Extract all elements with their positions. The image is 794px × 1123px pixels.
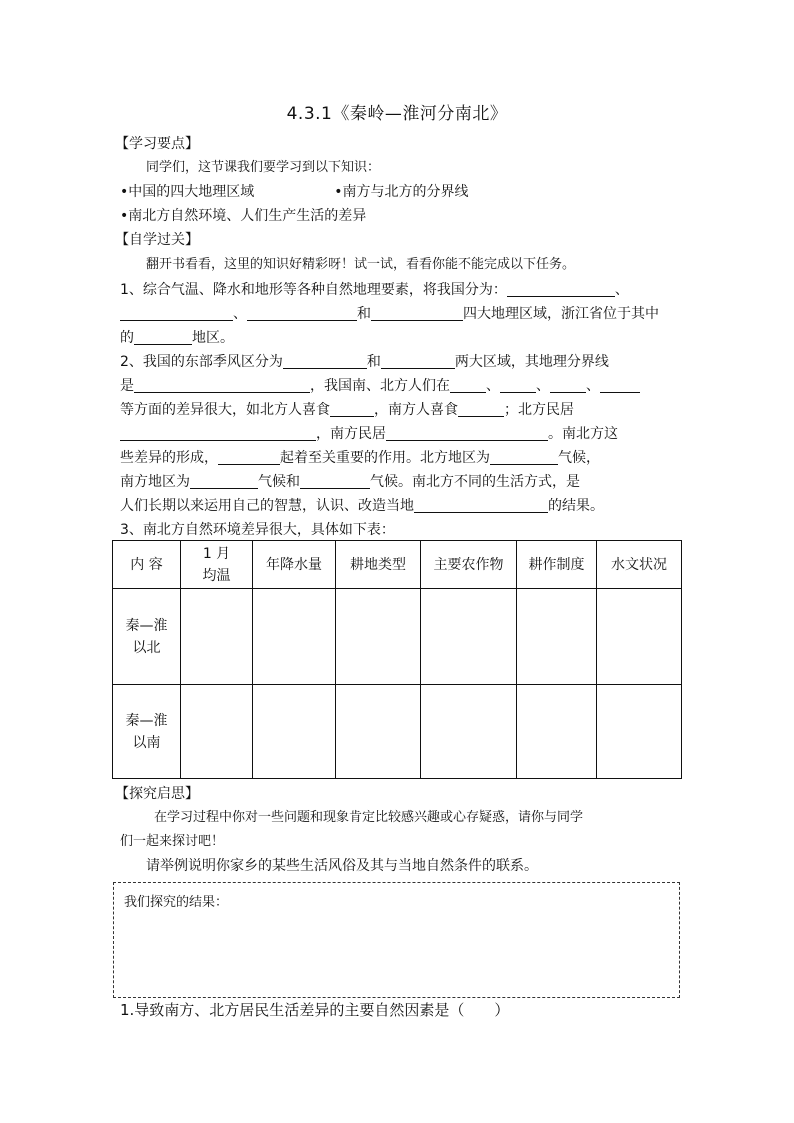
table-cell[interactable] xyxy=(597,589,682,685)
key-points-intro: 同学们，这节课我们要学习到以下知识： xyxy=(146,160,381,175)
table-cell[interactable] xyxy=(421,685,517,779)
explore-prompt: 请举例说明你家乡的某些生活风俗及其与当地自然条件的联系。 xyxy=(146,858,538,874)
text-span: 1、综合气温、降水和地形等各种自然地理要素，将我国分为： xyxy=(120,282,507,298)
text-span: 、 xyxy=(486,378,500,394)
table-cell[interactable] xyxy=(181,589,253,685)
table-cell[interactable] xyxy=(517,589,597,685)
fill-blank[interactable] xyxy=(283,352,367,369)
fill-blank[interactable] xyxy=(550,376,586,393)
key-points-header: 【学习要点】 xyxy=(115,136,199,152)
fill-blank[interactable] xyxy=(507,280,615,297)
fill-blank[interactable] xyxy=(490,448,558,465)
text-span: 和 xyxy=(366,354,381,370)
text-span: 的 xyxy=(120,330,134,346)
fill-blank[interactable] xyxy=(450,376,486,393)
fill-blank[interactable] xyxy=(300,472,370,489)
fill-blank[interactable] xyxy=(218,448,280,465)
answer-box-label: 我们探究的结果： xyxy=(124,895,229,910)
table-cell[interactable] xyxy=(181,685,253,779)
text-span: 两大区域，其地理分界线 xyxy=(454,354,609,370)
text-span: 起着至关重要的作用。北方地区为 xyxy=(280,450,490,466)
table-header-cell: 年降水量 xyxy=(253,541,336,589)
table-cell[interactable] xyxy=(336,589,421,685)
table-header-cell xyxy=(181,541,253,589)
text-span: 气候。南北方不同的生活方式，是 xyxy=(370,474,580,490)
fill-blank[interactable] xyxy=(134,328,192,345)
table-row xyxy=(113,685,682,779)
text-span: 南方地区为 xyxy=(120,474,190,490)
text-span: 、 xyxy=(536,378,550,394)
key-points-row-1 xyxy=(120,180,680,204)
table-header-cell: 耕作制度 xyxy=(517,541,597,589)
text-span: 和 xyxy=(357,306,371,322)
fill-blank[interactable] xyxy=(458,400,504,417)
table-header-cell: 内 容 xyxy=(113,541,181,589)
self-study-intro: 翻开书看看，这里的知识好精彩呀！试一试，看看你能不能完成以下任务。 xyxy=(146,257,576,272)
table-header-cell: 耕地类型 xyxy=(336,541,421,589)
question-2-line-6 xyxy=(120,470,680,494)
fill-blank[interactable] xyxy=(414,496,548,513)
header-text: 1 月 xyxy=(202,545,231,562)
table-cell[interactable] xyxy=(597,685,682,779)
row-label-text: 秦—淮 xyxy=(125,617,168,634)
question-1-line-1 xyxy=(120,278,680,302)
explore-text-2: 们一起来探讨吧！ xyxy=(120,834,225,849)
text-span: ，南方人喜食 xyxy=(374,402,458,418)
fill-blank[interactable] xyxy=(371,304,463,321)
multiple-choice-question-1: 1.导致南方、北方居民生活差异的主要自然因素是（ ） xyxy=(120,1001,510,1019)
page-title: 4.3.1《秦岭—淮河分南北》 xyxy=(286,104,508,124)
fill-blank[interactable] xyxy=(190,472,258,489)
question-2-line-4 xyxy=(120,422,680,446)
text-span: ，我国南、北方人们在 xyxy=(310,378,450,394)
self-study-header: 【自学过关】 xyxy=(115,232,199,248)
text-span: 、 xyxy=(586,378,600,394)
row-label-cell xyxy=(113,685,181,779)
fill-blank[interactable] xyxy=(386,424,548,441)
table-cell[interactable] xyxy=(336,685,421,779)
text-span: 四大地理区域，浙江省位于其中 xyxy=(463,306,659,322)
explore-text-1: 在学习过程中你对一些问题和现象肯定比较感兴趣或心存疑惑，请你与同学 xyxy=(154,810,584,825)
fill-blank[interactable] xyxy=(330,400,374,417)
table-header-cell: 水文状况 xyxy=(597,541,682,589)
text-span: 、 xyxy=(614,282,629,298)
fill-blank[interactable] xyxy=(120,424,316,441)
answer-box[interactable] xyxy=(113,882,680,998)
question-1-line-3 xyxy=(120,326,680,350)
question-2-line-2 xyxy=(120,374,680,398)
header-text: 均温 xyxy=(202,567,231,584)
table-cell[interactable] xyxy=(253,589,336,685)
row-label-text: 以北 xyxy=(132,639,161,656)
fill-blank[interactable] xyxy=(134,376,310,393)
text-span: 2、我国的东部季风区分为 xyxy=(120,354,283,370)
question-2-line-1 xyxy=(120,350,680,374)
question-2-line-3 xyxy=(120,398,680,422)
row-label-text: 以南 xyxy=(132,734,161,751)
text-span: 等方面的差异很大，如北方人喜食 xyxy=(120,402,330,418)
fill-blank[interactable] xyxy=(120,304,233,321)
question-3-line: 3、南北方自然环境差异很大，具体如下表： xyxy=(120,522,395,538)
row-label-cell xyxy=(113,589,181,685)
text-span: ，南方民居 xyxy=(316,426,386,442)
table-header-row xyxy=(113,541,682,589)
comparison-table xyxy=(112,540,682,779)
text-span: ；北方民居 xyxy=(504,402,574,418)
table-header-cell: 主要农作物 xyxy=(421,541,517,589)
table-row xyxy=(113,589,682,685)
question-2-line-5 xyxy=(120,446,680,470)
text-span: 。南北方这 xyxy=(548,426,618,442)
table-cell[interactable] xyxy=(421,589,517,685)
question-2-line-7 xyxy=(120,494,680,518)
table-cell[interactable] xyxy=(253,685,336,779)
text-span: 人们长期以来运用自己的智慧，认识、改造当地 xyxy=(120,498,414,514)
fill-blank[interactable] xyxy=(247,304,357,321)
text-span: 是 xyxy=(120,378,134,394)
fill-blank[interactable] xyxy=(381,352,455,369)
question-1-line-2 xyxy=(120,302,680,326)
text-span: 气候， xyxy=(558,450,600,466)
explore-header: 【探究启思】 xyxy=(115,786,199,802)
row-label-text: 秦—淮 xyxy=(125,712,168,729)
text-span: 、 xyxy=(233,306,247,322)
table-cell[interactable] xyxy=(517,685,597,779)
key-point-item: •南方与北方的分界线 xyxy=(334,184,469,200)
fill-blank[interactable] xyxy=(600,376,640,393)
text-span: 气候和 xyxy=(258,474,300,490)
key-point-item: •南北方自然环境、人们生产生活的差异 xyxy=(120,208,367,224)
text-span: 地区。 xyxy=(192,330,234,346)
text-span: 的结果。 xyxy=(548,498,604,514)
key-point-item: •中国的四大地理区域 xyxy=(120,184,255,200)
fill-blank[interactable] xyxy=(500,376,536,393)
text-span: 些差异的形成， xyxy=(120,450,218,466)
